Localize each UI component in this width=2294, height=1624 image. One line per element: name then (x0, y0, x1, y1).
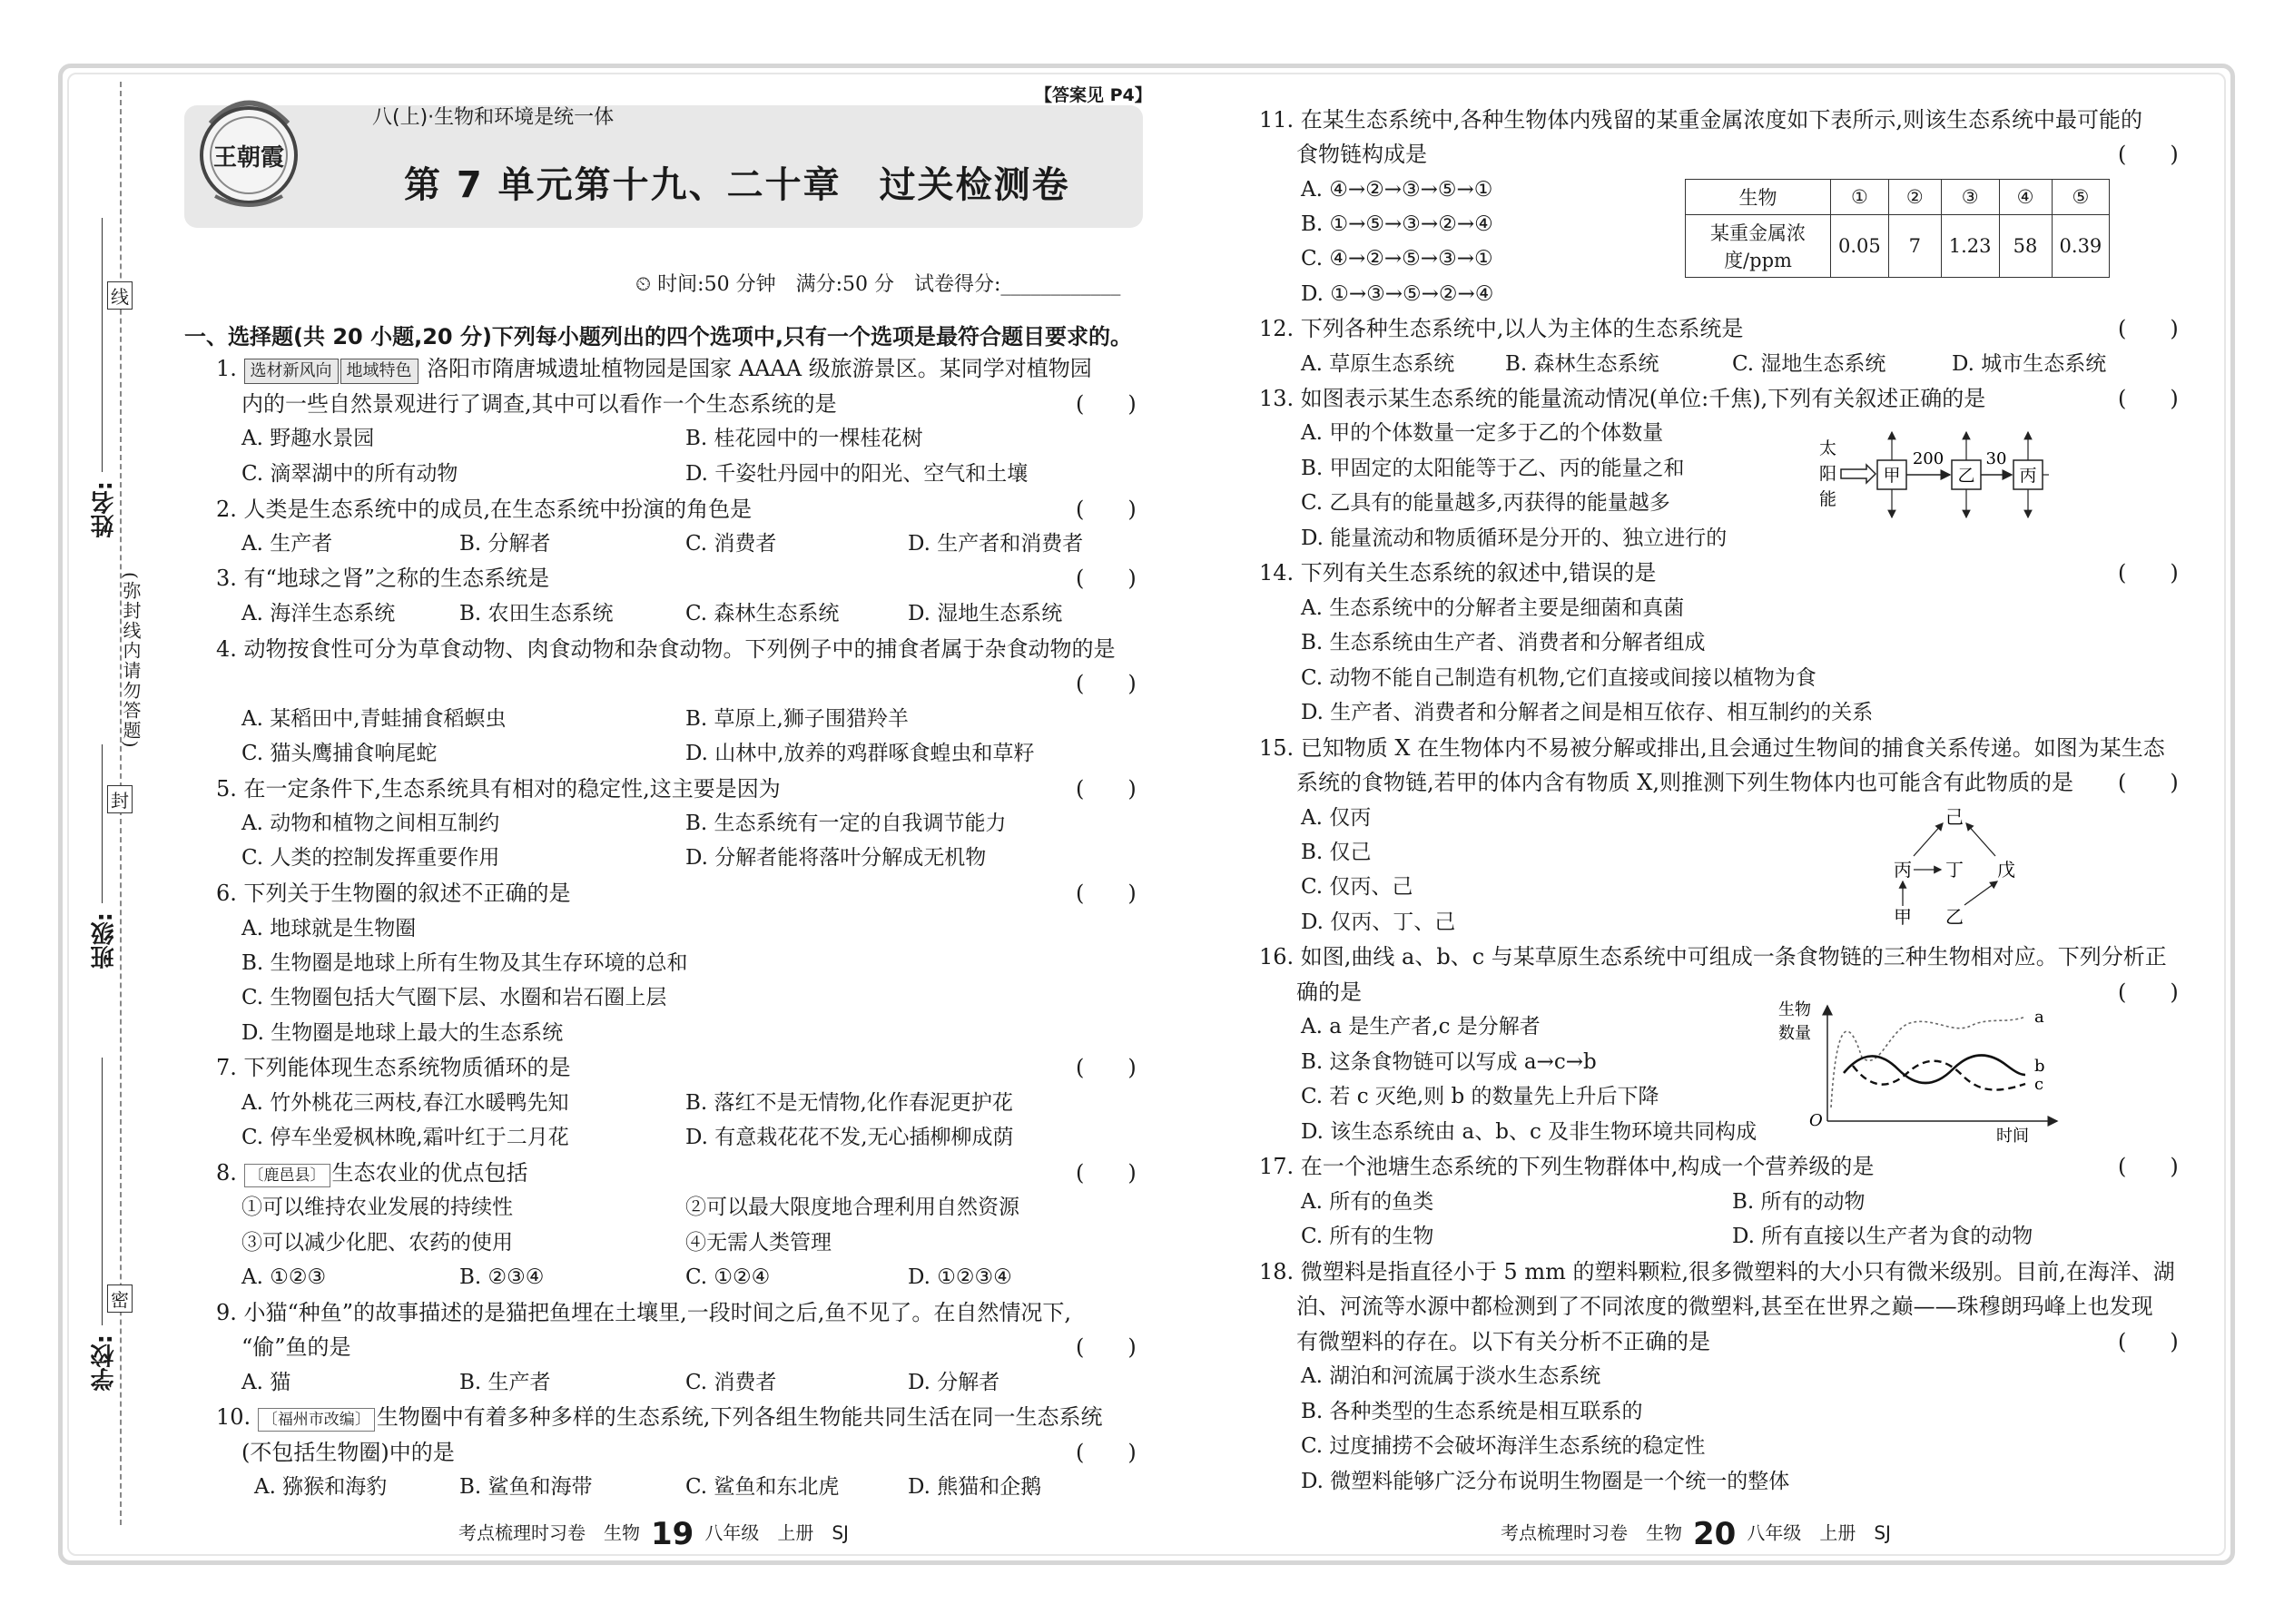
q13-node-jia-label: 甲 (1883, 466, 1901, 486)
q10-option-c[interactable]: C. 鲨鱼和东北虎 (685, 1475, 840, 1499)
q1-option-d[interactable]: D. 千姿牡丹园中的阳光、空气和土壤 (685, 462, 1029, 486)
q8-answer-slot[interactable]: ( ) (1076, 1160, 1137, 1186)
q15-stem-2: 系统的食物链,若甲的体内含有物质 X,则推测下列生物体内也可能含有此物质的是 (1296, 770, 2073, 795)
q11-stem-2: 食物链构成是 (1296, 142, 1427, 167)
q15-node-ding: 丁 (1945, 859, 1964, 881)
question-7: 7. 下列能体现生态系统物质循环的是 (216, 1055, 571, 1080)
q16-label-c: c (2034, 1075, 2044, 1094)
q17-option-d[interactable]: D. 所有直接以生产者为食的动物 (1732, 1225, 2033, 1248)
q16-curve-b (1844, 1055, 2025, 1083)
q3-answer-slot[interactable]: ( ) (1076, 566, 1137, 591)
q15-option-b[interactable]: B. 仅己 (1301, 841, 1372, 864)
page-number-right: 20 (1693, 1516, 1737, 1552)
q15-answer-slot[interactable]: ( ) (2118, 770, 2179, 795)
q16-label-b: b (2034, 1057, 2045, 1076)
q8-statement-4: ④无需人类管理 (685, 1231, 832, 1255)
page-title: 第 7 单元第十九、二十章 过关检测卷 (404, 164, 1070, 206)
q16-y-label-1: 生物 (1778, 1000, 1811, 1019)
q8-statement-1: ①可以维持农业发展的持续性 (241, 1196, 513, 1219)
q12-option-a[interactable]: A. 草原生态系统 (1301, 352, 1455, 376)
q5-option-a[interactable]: A. 动物和植物之间相互制约 (241, 812, 500, 835)
q6-option-c[interactable]: C. 生物圈包括大气圈下层、水圈和岩石圈上层 (241, 986, 667, 1009)
q15-node-yi: 乙 (1945, 906, 1964, 928)
q1-stem-1: 洛阳市隋唐城遗址植物园是国家 AAAA 级旅游景区。某同学对植物园 (427, 356, 1092, 381)
question-4: 4. 动物按食性可分为草食动物、肉食动物和杂食动物。下列例子中的捕食者属于杂食动物的是 (216, 636, 1116, 662)
q18-stem-2: 泊、河流等水源中都检测到了不同浓度的微塑料,甚至在世界之巅——珠穆朗玛峰上也发现 (1296, 1294, 2153, 1319)
q16-answer-slot[interactable]: ( ) (2118, 979, 2179, 1005)
q4-answer-slot[interactable]: ( ) (1076, 671, 1137, 696)
table-col-2: ② (1888, 180, 1941, 215)
q18-option-d[interactable]: D. 微塑料能够广泛分布说明生物圈是一个统一的整体 (1301, 1470, 1790, 1493)
q13-option-d[interactable]: D. 能量流动和物质循环是分开的、独立进行的 (1301, 527, 1728, 550)
q11-metal-table (1685, 179, 2110, 278)
q11-option-a[interactable]: A. ④→②→③→⑤→① (1301, 178, 1493, 202)
q13-option-b[interactable]: B. 甲固定的太阳能等于乙、丙的能量之和 (1301, 457, 1685, 480)
q2-option-c[interactable]: C. 消费者 (685, 532, 777, 556)
q5-option-b[interactable]: B. 生态系统有一定的自我调节能力 (685, 812, 1007, 835)
q11-option-c[interactable]: C. ④→②→⑤→③→① (1301, 247, 1493, 271)
clock-icon: ⏲ (635, 273, 652, 296)
q10-option-b[interactable]: B. 鲨鱼和海带 (459, 1475, 593, 1499)
q8-tag-text: 鹿邑县 (263, 1166, 310, 1185)
q9-option-a[interactable]: A. 猫 (241, 1371, 291, 1394)
q10-stem-2: (不包括生物圈)中的是 (241, 1440, 455, 1465)
question-12: 12. 下列各种生态系统中,以人为主体的生态系统是 (1259, 316, 1744, 341)
question-15: 15. 已知物质 X 在生物体内不易被分解或排出,且会通过生物间的捕食关系传递。如图为某生态 (1259, 735, 2165, 761)
q4-option-b[interactable]: B. 草原上,狮子围猎羚羊 (685, 707, 909, 731)
q18-option-a[interactable]: A. 湖泊和河流属于淡水生态系统 (1301, 1364, 1601, 1388)
class-line[interactable] (102, 744, 103, 903)
q8-option-b[interactable]: B. ②③④ (459, 1265, 545, 1289)
q6-option-b[interactable]: B. 生物圈是地球上所有生物及其生存环境的总和 (241, 951, 688, 975)
q16-option-d[interactable]: D. 该生态系统由 a、b、c 及非生物环境共同构成 (1301, 1120, 1757, 1144)
seal-mark-1: 线 (107, 281, 133, 310)
question-17: 17. 在一个池塘生态系统的下列生物群体中,构成一个营养级的是 (1259, 1154, 1875, 1179)
question-13: 13. 如图表示某生态系统的能量流动情况(单位:千焦),下列有关叙述正确的是 (1259, 386, 1986, 411)
q7-option-b[interactable]: B. 落红不是无情物,化作春泥更护花 (685, 1091, 1013, 1115)
footer-right-series: 考点梳理时习卷 生物 (1501, 1521, 1682, 1544)
seal-mark-2: 封 (107, 785, 133, 813)
table-cell: 7 (1888, 215, 1941, 278)
table-cell: 0.05 (1831, 215, 1889, 278)
q10-option-a[interactable]: A. 猕猴和海豹 (254, 1475, 388, 1499)
q1-answer-slot[interactable]: ( ) (1076, 391, 1137, 417)
q8-statement-3: ③可以减少化肥、农药的使用 (241, 1231, 513, 1255)
q12-answer-slot[interactable]: ( ) (2118, 316, 2179, 341)
q14-option-a[interactable]: A. 生态系统中的分解者主要是细菌和真菌 (1301, 596, 1685, 620)
table-cell: 0.39 (2052, 215, 2110, 278)
q6-option-d[interactable]: D. 生物圈是地球上最大的生态系统 (241, 1021, 564, 1045)
question-3: 3. 有“地球之肾”之称的生态系统是 (216, 566, 550, 591)
q8-stem: 生态农业的优点包括 (331, 1160, 528, 1186)
class-label: 班级: (91, 912, 118, 969)
q9-stem-2: “偷”鱼的是 (241, 1334, 351, 1360)
q15-node-jia: 甲 (1894, 906, 1912, 928)
q16-x-label: 时间 (1996, 1127, 2029, 1144)
q5-option-d[interactable]: D. 分解者能将落叶分解成无机物 (685, 846, 987, 870)
q1-option-a[interactable]: A. 野趣水景园 (241, 427, 375, 450)
q8-tag: 〔鹿邑县〕 (244, 1164, 330, 1187)
q17-answer-slot[interactable]: ( ) (2118, 1154, 2179, 1179)
q16-option-c[interactable]: C. 若 c 灭绝,则 b 的数量先上升后下降 (1301, 1085, 1659, 1108)
q7-answer-slot[interactable]: ( ) (1076, 1055, 1137, 1080)
q2-answer-slot[interactable]: ( ) (1076, 497, 1137, 522)
q2-option-a[interactable]: A. 生产者 (241, 532, 333, 556)
q9-answer-slot[interactable]: ( ) (1076, 1334, 1137, 1360)
question-16: 16. 如图,曲线 a、b、c 与某草原生态系统中可组成一条食物链的三种生物相对应。下列分析正 (1259, 944, 2167, 969)
q16-stem-2: 确的是 (1296, 979, 1362, 1005)
q3-option-d[interactable]: D. 湿地生态系统 (908, 602, 1063, 625)
name-label: 姓名: (91, 481, 118, 538)
q14-option-b[interactable]: B. 生态系统由生产者、消费者和分解者组成 (1301, 631, 1706, 655)
footer-right-grade: 八年级 上册 SJ (1747, 1521, 1891, 1544)
q13-option-c[interactable]: C. 乙具有的能量越多,丙获得的能量越多 (1301, 491, 1670, 515)
q11-option-b[interactable]: B. ①→⑤→③→②→④ (1301, 212, 1493, 236)
q3-option-b[interactable]: B. 农田生态系统 (459, 602, 614, 625)
q17-option-c[interactable]: C. 所有的生物 (1301, 1225, 1434, 1248)
q13-node-bing-label: 丙 (2019, 466, 2037, 486)
q13-option-a[interactable]: A. 甲的个体数量一定多于乙的个体数量 (1301, 421, 1664, 445)
svg-text:王朝霞: 王朝霞 (212, 144, 285, 172)
q5-answer-slot[interactable]: ( ) (1076, 776, 1137, 802)
q14-option-c[interactable]: C. 动物不能自己制造有机物,它们直接或间接以植物为食 (1301, 666, 1816, 690)
q1-option-b[interactable]: B. 桂花园中的一棵桂花树 (685, 427, 923, 450)
q11-option-d[interactable]: D. ①→③→⑤→②→④ (1301, 282, 1494, 306)
q16-option-b[interactable]: B. 这条食物链可以写成 a→c→b (1301, 1050, 1597, 1074)
q16-population-chart (1771, 999, 2071, 1144)
seal-note: (弥封线内请勿答题) (120, 572, 142, 750)
q3-option-c[interactable]: C. 森林生态系统 (685, 602, 840, 625)
q9-option-d[interactable]: D. 分解者 (908, 1371, 1000, 1394)
q4-option-a[interactable]: A. 某稻田中,青蛙捕食稻螟虫 (241, 707, 507, 731)
footer-left-series: 考点梳理时习卷 生物 (458, 1521, 640, 1544)
q10-option-d[interactable]: D. 熊猫和企鹅 (908, 1475, 1042, 1499)
q13-sun-char-2: 阳 (1819, 464, 1837, 484)
table-col-4: ④ (1999, 180, 2052, 215)
footer-right (1501, 1516, 1891, 1552)
q1-stem-2: 内的一些自然景观进行了调查,其中可以看作一个生态系统的是 (241, 391, 837, 417)
q16-y-label-2: 数量 (1778, 1024, 1811, 1043)
table-row (1686, 215, 2110, 278)
section-heading: 一、选择题(共 20 小题,20 分)下列每小题列出的四个选项中,只有一个选项是最符合题目要求的。 (184, 324, 1133, 349)
q12-option-c[interactable]: C. 湿地生态系统 (1732, 352, 1886, 376)
question-2: 2. 人类是生态系统中的成员,在生态系统中扮演的角色是 (216, 497, 753, 522)
table-col-3: ③ (1941, 180, 1999, 215)
table-col-5: ⑤ (2052, 180, 2110, 215)
school-label: 学校: (91, 1334, 118, 1392)
q7-option-d[interactable]: D. 有意栽花花不发,无心插柳柳成荫 (685, 1126, 1014, 1149)
q18-answer-slot[interactable]: ( ) (2118, 1329, 2179, 1354)
q8-option-d[interactable]: D. ①②③④ (908, 1265, 1012, 1289)
table-header-organism: 生物 (1686, 180, 1831, 215)
q12-option-b[interactable]: B. 森林生态系统 (1505, 352, 1659, 376)
page-number-left: 19 (651, 1516, 694, 1552)
table-cell: 58 (1999, 215, 2052, 278)
exam-meta-text: 时间:50 分钟 满分:50 分 试卷得分:____________ (657, 273, 1121, 296)
question-8 (216, 1156, 528, 1190)
q4-option-c[interactable]: C. 猫头鹰捕食响尾蛇 (241, 742, 438, 765)
q18-stem-3: 有微塑料的存在。以下有关分析不正确的是 (1296, 1329, 1710, 1354)
q16-option-a[interactable]: A. a 是生产者,c 是分解者 (1301, 1015, 1541, 1038)
q12-option-d[interactable]: D. 城市生态系统 (1952, 352, 2107, 376)
q8-option-c[interactable]: C. ①②④ (685, 1265, 771, 1289)
question-1 (216, 351, 1092, 386)
q10-stem: 生物圈中有着多种多样的生态系统,下列各组生物能共同生活在同一生态系统 (376, 1404, 1103, 1430)
q16-curve-c (1853, 1061, 2025, 1090)
q18-option-b[interactable]: B. 各种类型的生态系统是相互联系的 (1301, 1400, 1643, 1423)
table-cell: 1.23 (1941, 215, 1999, 278)
q13-energy-diagram (1814, 427, 2050, 527)
question-10 (216, 1400, 1102, 1434)
q15-node-wu: 戊 (1997, 859, 2015, 881)
q13-sun-char-3: 能 (1819, 489, 1837, 509)
q8-number: 8. (216, 1160, 237, 1186)
q15-node-bing: 丙 (1894, 859, 1912, 881)
question-5: 5. 在一定条件下,生态系统具有相对的稳定性,这主要是因为 (216, 776, 781, 802)
q1-tag-1: 选材新风向 (244, 359, 339, 384)
question-9: 9. 小猫“种鱼”的故事描述的是猫把鱼埋在土壤里,一段时间之后,鱼不见了。在自然情况下, (216, 1300, 1071, 1325)
q13-answer-slot[interactable]: ( ) (2118, 386, 2179, 411)
q10-tag: 〔福州市改编〕 (258, 1408, 375, 1432)
q1-number: 1. (216, 356, 237, 381)
q10-tag-text: 福州市改编 (277, 1411, 355, 1429)
name-line[interactable] (102, 218, 103, 472)
table-header-concentration: 某重金属浓度/ppm (1686, 215, 1831, 278)
q17-option-a[interactable]: A. 所有的鱼类 (1301, 1190, 1434, 1214)
q5-option-c[interactable]: C. 人类的控制发挥重要作用 (241, 846, 500, 870)
q16-label-a: a (2034, 1008, 2044, 1027)
q17-option-b[interactable]: B. 所有的动物 (1732, 1190, 1866, 1214)
exam-meta (635, 269, 1120, 297)
footer-left (458, 1516, 849, 1552)
q2-option-b[interactable]: B. 分解者 (459, 532, 551, 556)
q13-sun-arrow (1841, 465, 1876, 483)
question-11: 11. 在某生态系统中,各种生物体内残留的某重金属浓度如下表所示,则该生态系统中最可能的 (1259, 107, 2143, 133)
q6-answer-slot[interactable]: ( ) (1076, 881, 1137, 906)
q9-option-b[interactable]: B. 生产者 (459, 1371, 551, 1394)
q1-option-c[interactable]: C. 滴翠湖中的所有动物 (241, 462, 458, 486)
question-18: 18. 微塑料是指直径小于 5 mm 的塑料颗粒,很多微塑料的大小只有微米级别。目前,在海洋、湖 (1259, 1259, 2175, 1284)
footer-left-grade: 八年级 上册 SJ (704, 1521, 849, 1544)
table-row (1686, 180, 2110, 215)
q1-tag-2: 地域特色 (340, 359, 418, 384)
q3-option-a[interactable]: A. 海洋生态系统 (241, 602, 396, 625)
q6-option-a[interactable]: A. 地球就是生物圈 (241, 917, 417, 940)
question-14: 14. 下列有关生态系统的叙述中,错误的是 (1259, 560, 1657, 586)
q13-sun-char-1: 太 (1819, 438, 1837, 458)
q9-option-c[interactable]: C. 消费者 (685, 1371, 777, 1394)
breadcrumb: 八(上)·生物和环境是统一体 (372, 106, 615, 129)
q15-food-web-diagram (1886, 803, 2023, 930)
q8-option-a[interactable]: A. ①②③ (241, 1265, 327, 1289)
q18-option-c[interactable]: C. 过度捕捞不会破坏海洋生态系统的稳定性 (1301, 1434, 1706, 1458)
publisher-logo (197, 87, 301, 212)
q15-option-d[interactable]: D. 仅丙、丁、己 (1301, 910, 1456, 934)
q4-option-d[interactable]: D. 山林中,放养的鸡群啄食蝗虫和草籽 (685, 742, 1035, 765)
q7-option-c[interactable]: C. 停车坐爱枫林晚,霜叶红于二月花 (241, 1126, 569, 1149)
q10-number: 10. (216, 1404, 251, 1430)
question-6: 6. 下列关于生物圈的叙述不正确的是 (216, 881, 571, 906)
q13-flow-200: 200 (1912, 449, 1944, 468)
q8-statement-2: ②可以最大限度地合理利用自然资源 (685, 1196, 1019, 1219)
school-line[interactable] (102, 1058, 103, 1325)
q15-option-c[interactable]: C. 仅丙、己 (1301, 875, 1413, 899)
answer-reference: 【答案见 P4】 (1035, 85, 1152, 105)
q10-answer-slot[interactable]: ( ) (1076, 1440, 1137, 1465)
q15-option-a[interactable]: A. 仅丙 (1301, 806, 1372, 830)
q13-flow-30: 30 (1985, 449, 2007, 468)
q15-node-ji: 己 (1945, 806, 1964, 828)
q7-option-a[interactable]: A. 竹外桃花三两枝,春江水暖鸭先知 (241, 1091, 569, 1115)
q14-option-d[interactable]: D. 生产者、消费者和分解者之间是相互依存、相互制约的关系 (1301, 701, 1874, 724)
seal-mark-3: 密 (107, 1284, 133, 1313)
q16-origin: O (1809, 1111, 1823, 1130)
q13-node-yi-label: 乙 (1957, 466, 1975, 486)
q11-answer-slot[interactable]: ( ) (2118, 142, 2179, 167)
q14-answer-slot[interactable]: ( ) (2118, 560, 2179, 586)
table-col-1: ① (1831, 180, 1889, 215)
q2-option-d[interactable]: D. 生产者和消费者 (908, 532, 1084, 556)
